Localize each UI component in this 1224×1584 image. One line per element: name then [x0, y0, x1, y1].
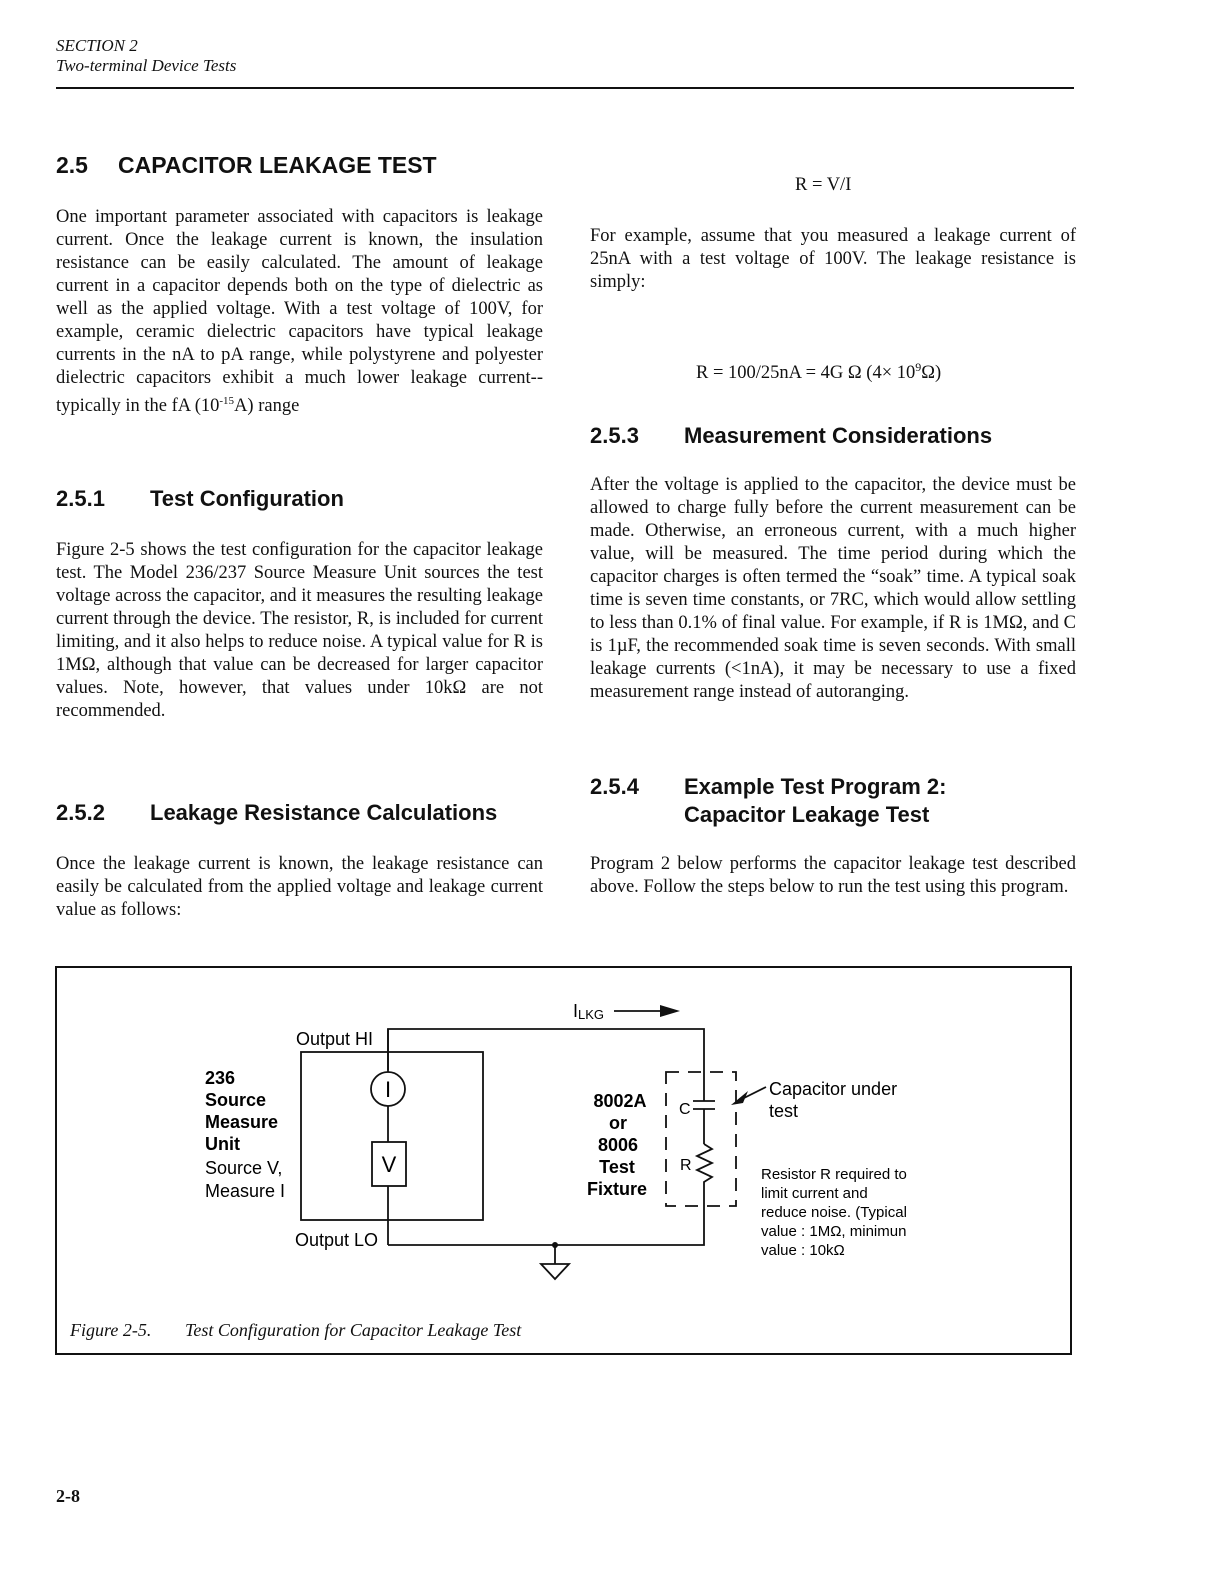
fixture-label-line: 8002A — [593, 1091, 647, 1111]
section-number: 2.5.2 — [56, 800, 105, 825]
current-source-label: I — [384, 1077, 392, 1102]
output-hi-wire — [388, 1029, 704, 1086]
fixture-label-line: or — [609, 1113, 627, 1133]
smu-label-line: 236 — [205, 1068, 236, 1088]
superscript: -15 — [219, 395, 235, 407]
capacitor-label: C — [679, 1101, 691, 1118]
resistor-symbol — [697, 1144, 712, 1194]
figure-caption-label: Figure 2-5. — [70, 1320, 152, 1340]
ilkg-subscript: LKG — [578, 1007, 605, 1022]
equation-main: R = 100/25nA = 4G Ω (4× 10 — [696, 363, 916, 384]
example-body: For example, assume that you measured a leakage current of 25nA with a test voltage of 100V. The leakage resistance is simply: — [590, 226, 1076, 292]
section-2-5-2-body: Once the leakage current is known, the leakage resistance can easily be calculated from the applied voltage and leakage current value as follows: — [56, 854, 543, 920]
section-number: 2.5.3 — [590, 423, 639, 448]
ground-symbol — [541, 1264, 569, 1279]
running-head-section: SECTION 2 — [56, 36, 138, 55]
section-title: CAPACITOR LEAKAGE TEST — [118, 152, 437, 178]
output-hi-label: Output HI — [296, 1029, 374, 1049]
resistor-note-line: reduce noise. (Typical — [761, 1204, 907, 1221]
smu-label-line: Unit — [205, 1134, 240, 1154]
equation-end: Ω) — [921, 363, 942, 384]
resistor-label: R — [680, 1157, 692, 1174]
section-2-5-4-body: Program 2 below performs the capacitor leakage test described above. Follow the steps below to run the test using this program. — [590, 854, 1076, 897]
body-text: One important parameter associated with capacitors is leakage current. Once the leakage current is known, the insulation resistance can be easily calculated. The amount of leakage current in a capacitor depends both on the type of dielectric as well as the applied voltage. With a test voltage of 100V, for example, ceramic dielectric capacitors have typical leakage currents in the nA to pA range, while polystyrene and polyester dielectric capacitors exhibit a much lower leakage current--typically in the fA (10 — [56, 207, 543, 417]
test-fixture-outline — [666, 1072, 736, 1206]
smu-label-line: Source — [205, 1090, 267, 1110]
resistor-note-line: value : 1MΩ, minimun — [761, 1223, 907, 1240]
figure-caption — [70, 1320, 521, 1341]
smu-mode-line: Measure I — [205, 1181, 286, 1201]
page-number: 2-8 — [56, 1486, 80, 1506]
smu-label-line: Measure — [205, 1112, 279, 1132]
section-number: 2.5 — [56, 152, 88, 178]
equation-superscript: 9 — [915, 360, 922, 374]
fixture-label-line: Fixture — [586, 1179, 648, 1199]
ground-junction — [552, 1242, 558, 1248]
section-number: 2.5.1 — [56, 486, 105, 511]
resistor-note-line: value : 10kΩ — [761, 1242, 845, 1259]
section-title: Measurement Considerations — [684, 423, 993, 448]
ilkg-main: I — [573, 1001, 579, 1021]
section-title-line-2: Capacitor Leakage Test — [684, 802, 930, 827]
body-text-end: A) range — [234, 396, 300, 417]
smu-mode-line: Source V, — [205, 1158, 283, 1178]
section-title: Leakage Resistance Calculations — [150, 800, 498, 825]
fixture-label-line: 8006 — [597, 1135, 639, 1155]
ilkg-arrow-head — [660, 1005, 680, 1017]
section-number: 2.5.4 — [590, 774, 639, 799]
ilkg-label — [573, 1001, 604, 1022]
resistor-note-line: limit current and — [761, 1185, 868, 1202]
output-lo-label: Output LO — [295, 1230, 379, 1250]
capacitor-note-line: test — [769, 1101, 799, 1121]
section-2-5-1-body: Figure 2-5 shows the test configuration for the capacitor leakage test. The Model 236/237 Source Measure Unit sources the test voltage across the capacitor, and it measures the resulting leakage current through the device. The resistor, R, is included for current limiting, and it also helps to reduce noise. A typical value for R is 1MΩ, although that value can be decreased for larger capacitor values. Note, however, that values under 10kΩ are not recommended. — [56, 540, 543, 721]
voltmeter-label: V — [381, 1152, 397, 1177]
capacitor-note-line: Capacitor under — [769, 1079, 898, 1099]
fixture-label-line: Test — [599, 1157, 635, 1177]
section-2-5-3-body: After the voltage is applied to the capacitor, the device must be allowed to charge fully before the current measurement can be made. Otherwise, an erroneous current, with a much higher value, will be measured. The time period during which the capacitor charges is often termed the “soak” time. A typical soak time is seven time constants, or 7RC, which would allow settling to less than 0.1% of final value. For example, if R is 1MΩ, and C is 1µF, the recommended soak time is seven seconds. With small leakage currents (<1nA), it may be necessary to use a fixed measurement range instead of autoranging. — [590, 475, 1076, 702]
figure-caption-text: Test Configuration for Capacitor Leakage Test — [185, 1320, 522, 1340]
resistor-note-line: Resistor R required to — [761, 1166, 907, 1183]
running-head-subtitle: Two-terminal Device Tests — [56, 56, 237, 75]
section-title: Test Configuration — [150, 486, 344, 511]
section-title-line-1: Example Test Program 2: — [684, 774, 947, 799]
smu-box — [301, 1052, 483, 1220]
equation-r-v-i: R = V/I — [795, 175, 852, 195]
